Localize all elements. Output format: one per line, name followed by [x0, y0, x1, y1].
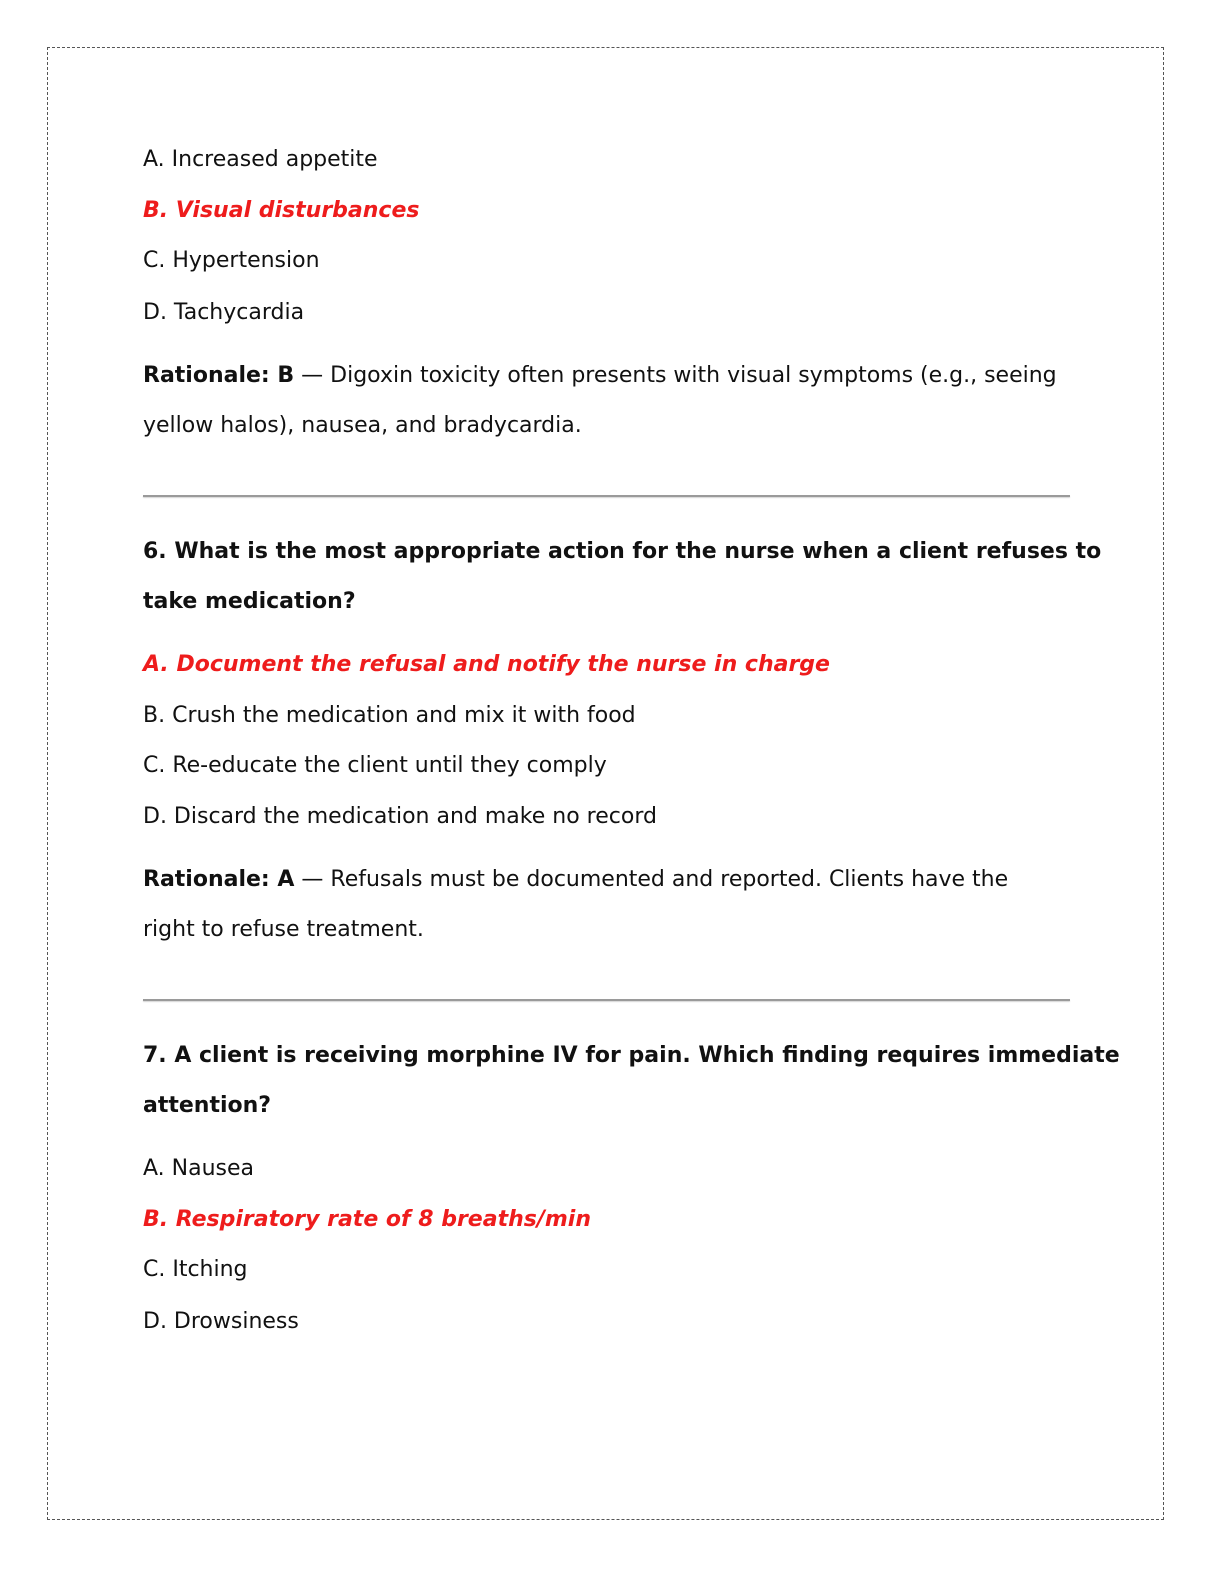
q7-option-d: D. Drowsiness	[143, 1309, 299, 1334]
q5-rationale-line-1	[143, 361, 1057, 391]
q7-option-a: A. Nausea	[143, 1156, 255, 1181]
section-divider-2	[143, 999, 1070, 1001]
q6-question-line-2: take medication?	[143, 589, 356, 614]
q7-option-b-correct: B. Respiratory rate of 8 breaths/min	[143, 1207, 592, 1232]
section-divider-1	[143, 495, 1070, 497]
q5-option-c: C. Hypertension	[143, 248, 320, 273]
q5-option-d: D. Tachycardia	[143, 300, 305, 325]
q6-rationale-text: — Refusals must be documented and reported. Clients have the	[294, 867, 1009, 892]
q5-option-b-correct: B. Visual disturbances	[143, 198, 420, 223]
q7-option-c: C. Itching	[143, 1257, 248, 1282]
q7-question-line-2: attention?	[143, 1093, 272, 1118]
q5-rationale-line-2: yellow halos), nausea, and bradycardia.	[143, 413, 582, 438]
q6-option-d: D. Discard the medication and make no record	[143, 804, 657, 829]
q5-rationale-label: Rationale: B	[143, 363, 295, 388]
q6-question-line-1: 6. What is the most appropriate action for the nurse when a client refuses to	[143, 539, 1102, 564]
q6-rationale-line-2: right to refuse treatment.	[143, 917, 424, 942]
q6-rationale-label: Rationale: A	[143, 867, 295, 892]
q6-rationale-line-1	[143, 865, 1008, 895]
q6-option-a-correct: A. Document the refusal and notify the nurse in charge	[143, 652, 830, 677]
q5-rationale-text: — Digoxin toxicity often presents with visual symptoms (e.g., seeing	[294, 363, 1057, 388]
q7-question-line-1: 7. A client is receiving morphine IV for pain. Which finding requires immediate	[143, 1043, 1120, 1068]
q6-option-b: B. Crush the medication and mix it with food	[143, 703, 636, 728]
q5-option-a: A. Increased appetite	[143, 147, 378, 172]
q6-option-c: C. Re-educate the client until they comply	[143, 753, 607, 778]
